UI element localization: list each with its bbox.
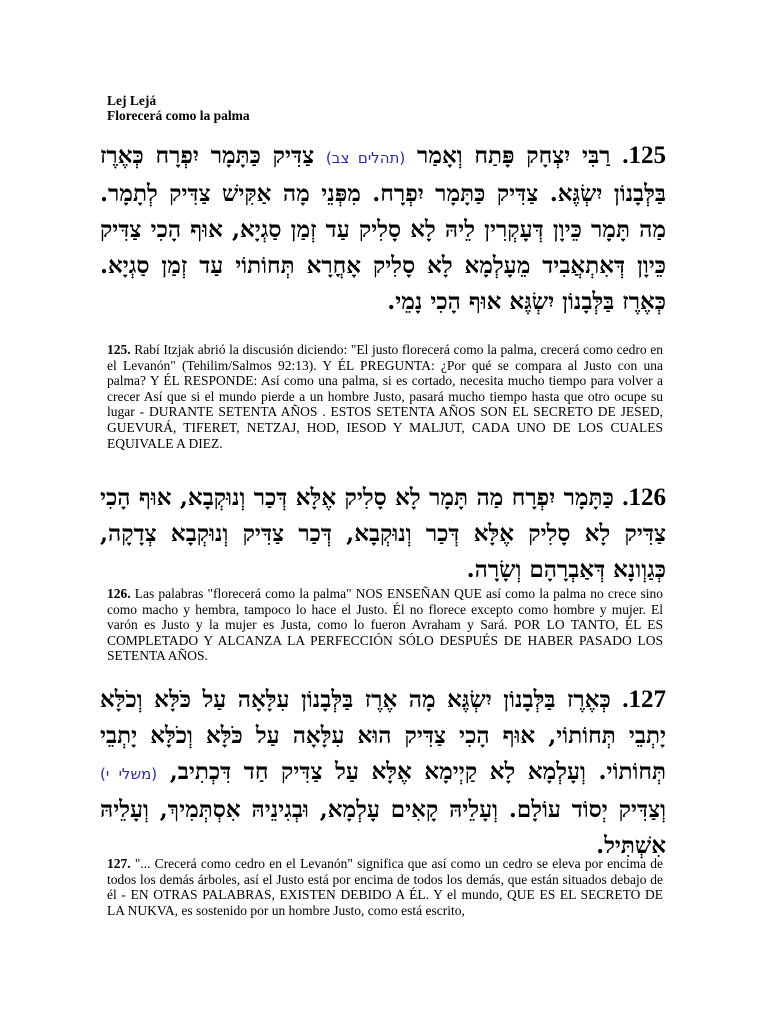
hebrew-text: כְּאֶרֶז בַּלְּבָנוֹן יִשְׂגֶּא מָה אֶרֶז בַּלְּבָנוֹן עִלָּאָה עַל כֹּלָּא וְכֹלָּא יָתְבֵי תְּחוֹתוֹי, אוּף הָכִי צַדִּיק הוּא עִלָּאָה עַל כֹּלָּא וְכֹלָּא יָתְבֵי תְּחוֹתוֹי. וְעָלְמָא לָא קַיְימָא אֶלָּא עַל צַדִּיק חַד דִּכְתִיב, <box>100 686 666 785</box>
document-header <box>107 93 250 123</box>
hebrew-paragraph-126 <box>100 480 666 588</box>
scripture-reference: (משלי י) <box>100 765 158 783</box>
spanish-text: "... Crecerá como cedro en el Levanón" significa que así como un cedro se eleva por encima de todos los demás árboles, así el Justo está por encima de todos los demás, que están situados debajo de él - EN OTRAS PALABRAS, EXISTEN DEBIDO A ÉL. Y el mundo, QUE ES EL SECRETO DE LA NUKVA, es sostenido por un hombre Justo, como está escrito, <box>107 856 664 918</box>
hebrew-text: צַדִּיק כַּתָּמָר יִפְרָח כְּאֶרֶז בַּלְּבָנוֹן יִשְׂגֶּא. צַדִּיק כַּתָּמָר יִפְרָח. מִפְּנֵי מָה אַקִּישׁ צַדִּיק לְתָמָר. מַה תָּמָר כֵּיוָן דְּעָקְרִין לֵיהּ לָא סָלִיק עַד זְמַן סַגְיָא, אוּף הָכִי צַדִּיק כֵּיוָן דְּאִתְאֲבִיד מֵעָלְמָא לָא סָלִיק אָחֳרָא תְּחוֹתוֹי עַד זְמַן סַגְיָא. כְּאֶרֶז בַּלְּבָנוֹן יִשְׂגֶּא אוּף הָכִי נָמֵי. <box>100 142 666 315</box>
hebrew-paragraph-127 <box>100 682 666 864</box>
hebrew-text: וְצַדִּיק יְסוֹד עוֹלָם. וְעָלֵיהּ קָאִים עָלְמָא, וּבְגִינֵיהּ אִסְתְּמִיךְ, וְעָלֵיהּ אִשְׁתִּיל. <box>100 796 666 859</box>
spanish-paragraph-127 <box>107 856 663 918</box>
spanish-paragraph-126 <box>107 586 663 664</box>
spanish-text: Las palabras "florecerá como la palma" NOS ENSEÑAN QUE así como la palma no crece sino como macho y hembra, tampoco lo hace el Justo. Él no florece excepto como hombre y mujer. El varón es Justo y la mujer es Justa, como lo fueron Avraham y Sará. POR LO TANTO, ÉL ES COMPLETADO Y ALCANZA LA PERFECCIÓN SÓLO DESPUÉS DE HABER PASADO LOS SETENTA AÑOS. <box>107 586 664 664</box>
hebrew-paragraph-125 <box>100 138 666 320</box>
spanish-paragraph-125 <box>107 342 663 451</box>
spanish-text: Rabí Itzjak abrió la discusión diciendo: "El justo florecerá como la palma, crecerá como cedro en el Levanón" (Tehilim/Salmos 92:13). Y ÉL PREGUNTA: ¿Por qué se compara al Justo con una palma? Y ÉL RESPONDE: Así como una palma, si es cortado, necesita mucho tiempo para volver a crecer Así que si el mundo pierde a un hombre Justo, pasará mucho tiempo hasta que otro ocupe su lugar - DURANTE SETENTA AÑOS . ESTOS SETENTA AÑOS SON EL SECRETO DE JESED, GUEVURÁ, TIFERET, NETZAJ, HOD, IESOD Y MALJUT, CADA UNO DE LOS CUALES EQUIVALE A DIEZ. <box>107 342 663 451</box>
paragraph-number: 125. <box>622 142 667 169</box>
document-subtitle: Florecerá como la palma <box>107 108 250 123</box>
scripture-reference: (תהלים צב) <box>325 149 406 167</box>
paragraph-number: 125. <box>107 342 131 357</box>
hebrew-text: רַבִּי יִצְחָק פָּתַח וְאָמַר <box>417 142 611 169</box>
document-title: Lej Lejá <box>107 93 157 108</box>
paragraph-number: 127. <box>622 686 666 713</box>
hebrew-text: כַּתָּמָר יִפְרָח מַה תָּמָר לָא סָלִיק אֶלָּא דְּכַר וְנוּקְבָא, אוּף הָכִי צַדִּיק לָא סָלִיק אֶלָּא דְּכַר וְנוּקְבָא, דְּכַר צַדִּיק וְנוּקְבָא צְדָקָה, כְּגַוְונָא דְּאַבְרָהָם וְשָׂרָה. <box>100 484 666 583</box>
paragraph-number: 127. <box>107 856 131 871</box>
paragraph-number: 126. <box>622 484 667 511</box>
paragraph-number: 126. <box>107 586 131 601</box>
